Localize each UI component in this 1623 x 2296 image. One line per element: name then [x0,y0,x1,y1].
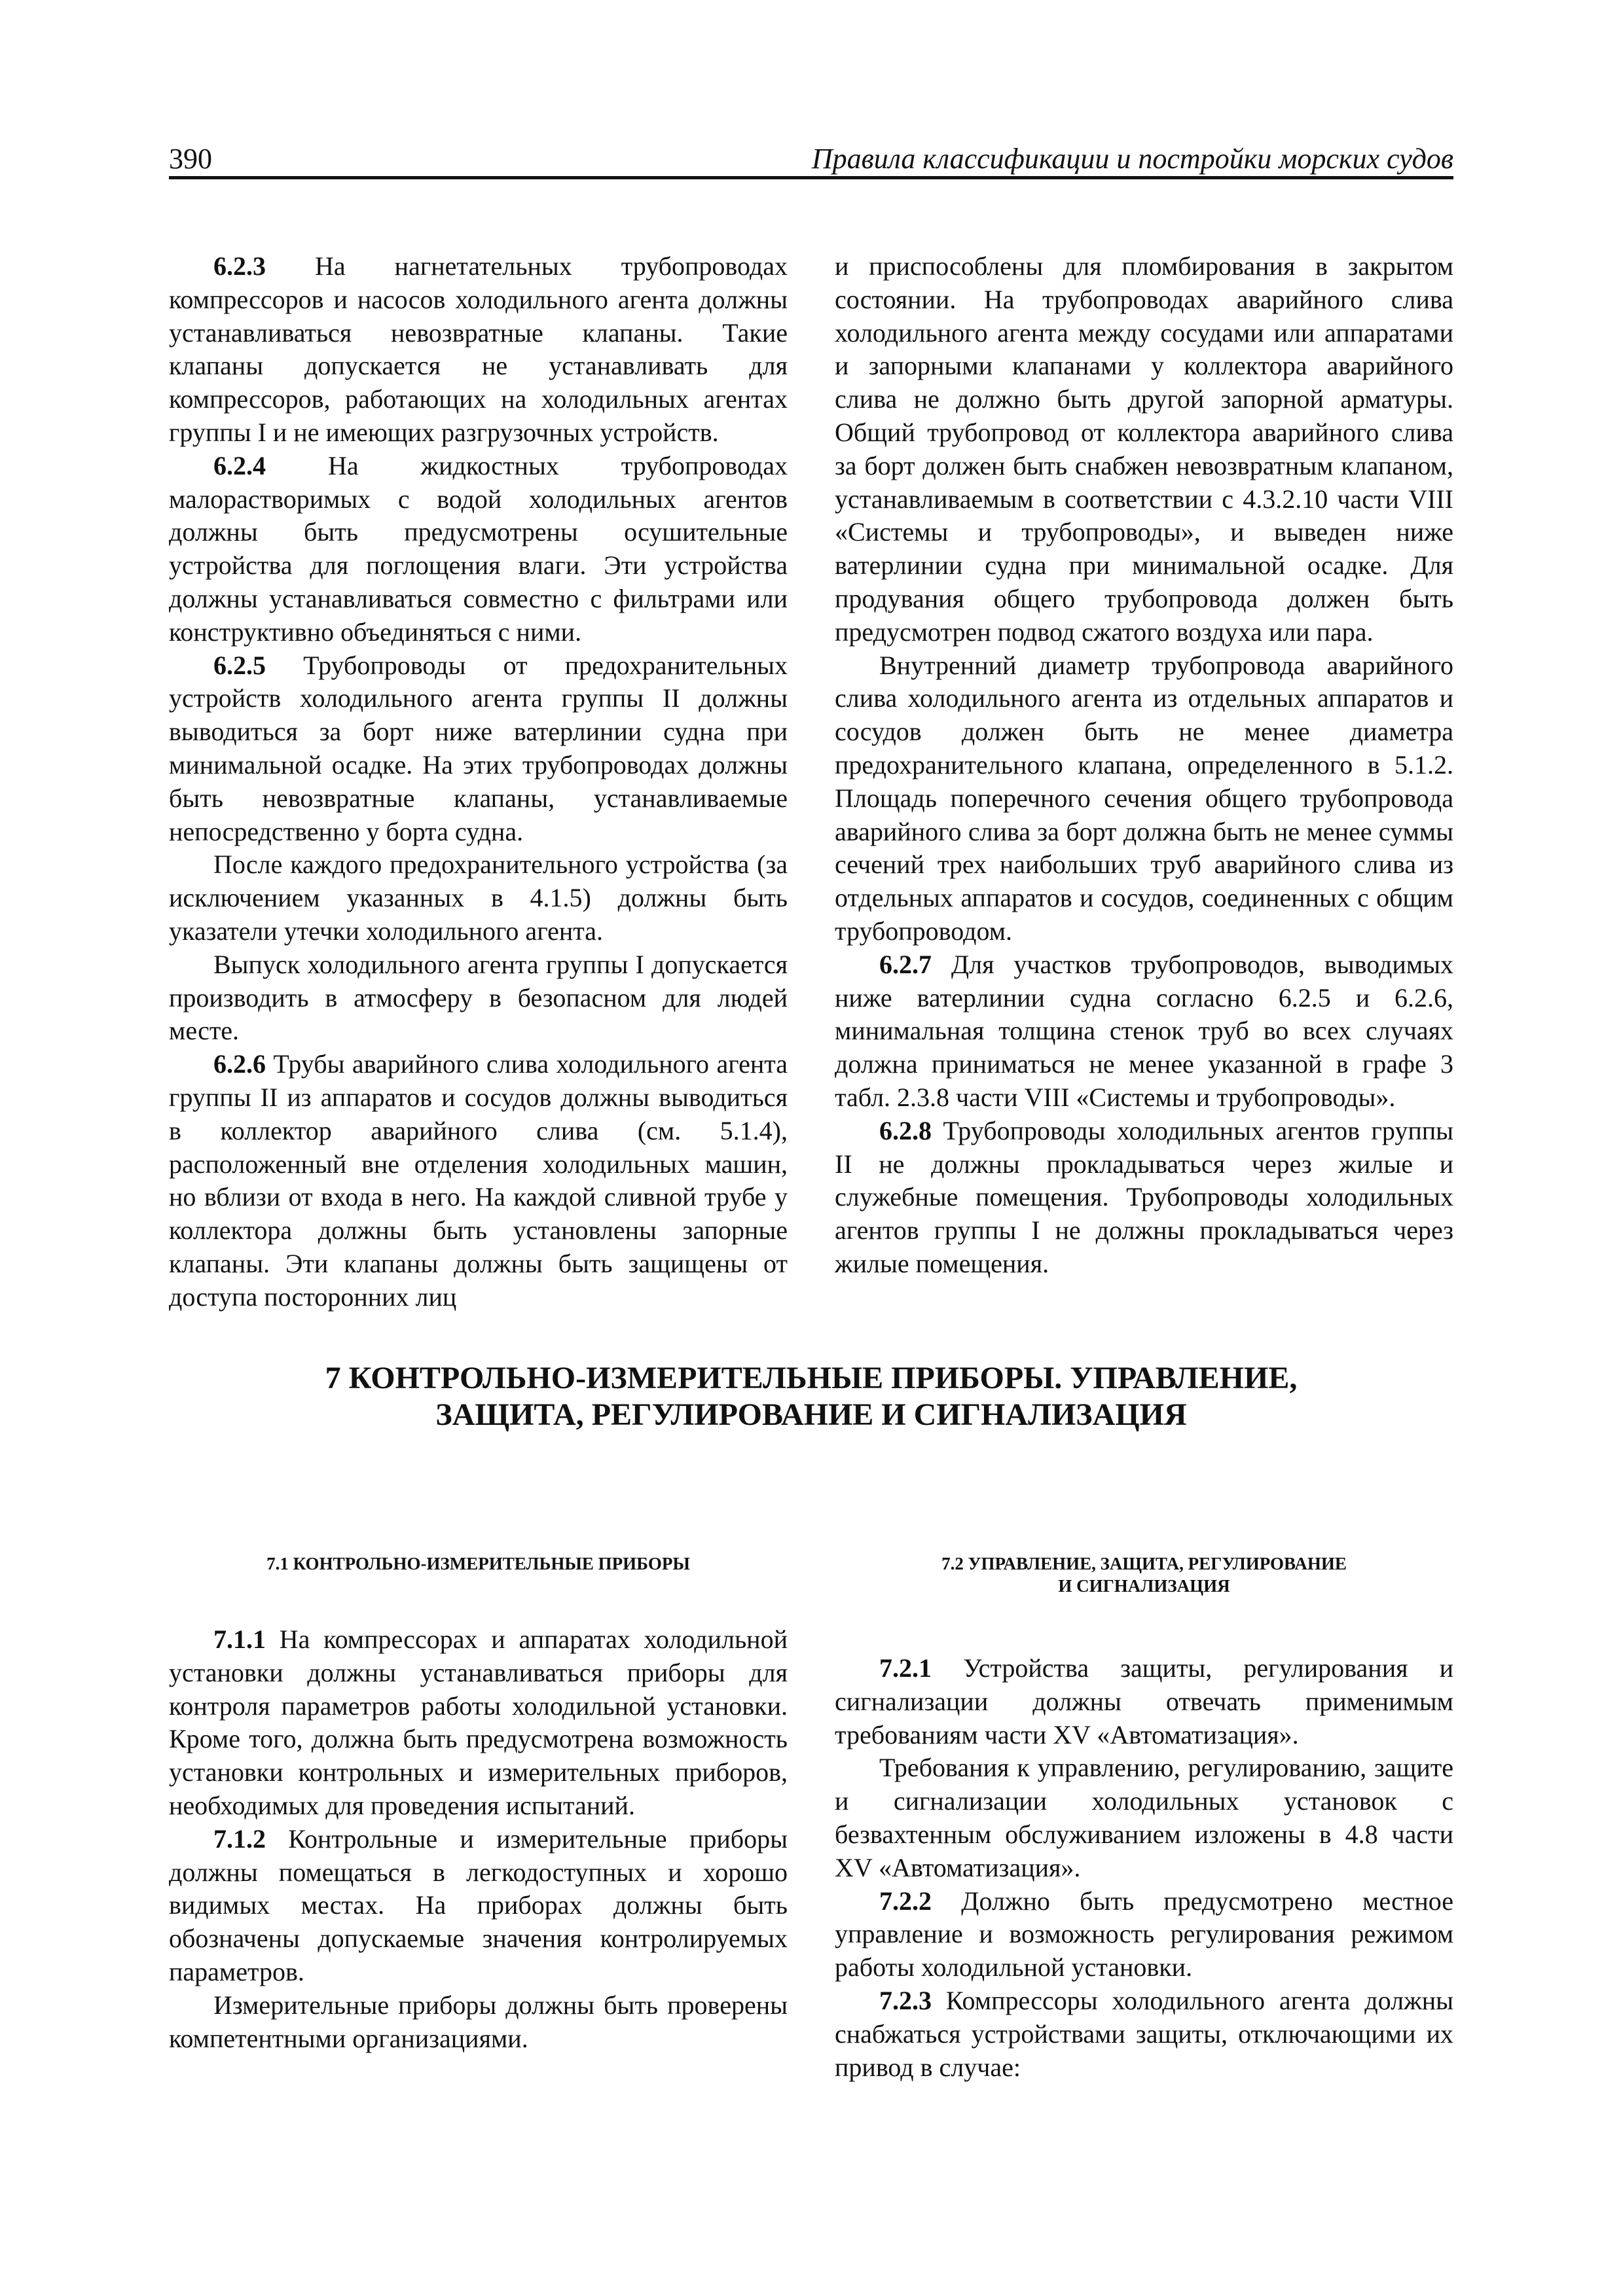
paragraph [835,250,1453,649]
bottom-left-column [169,1623,788,2055]
top-left-column [169,250,788,1314]
paragraph-text: Требования к управлению, регулированию, защите и сигнализации холодильных установок с безвахтенным обслуживанием изложены в 4.8 части XV «Автоматизация». [835,1753,1453,1882]
paragraph-text: На нагнетательных трубопроводах компрессоров и насосов холодильного агента должны устанавливаться невозвратные клапаны. Такие клапаны допускается не устанавливать для компрессоров, работающих на холодильных агентах группы I и не имеющих разгрузочных устройств. [169,251,788,447]
paragraph [835,1984,1453,2084]
section-heading-text: И СИГНАЛИЗАЦИЯ [1058,1576,1230,1596]
clause-number: 7.2.3 [879,1985,932,2015]
paragraph-text: и приспособлены для пломбирования в закрытом состоянии. На трубопроводах аварийного слива холодильного агента между сосудами или аппаратами и запорными клапанами у коллектора аварийного слива не должно быть другой запорной арматуры. Общий трубопровод от коллектора аварийного слива за борт должен быть снабжен невозвратным клапаном, устанавливаемым в соответствии с 4.3.2.10 части VIII «Системы и трубопроводы», и выведен ниже ватерлинии судна при минимальной осадке. Для продувания общего трубопровода должен быть предусмотрен подвод сжатого воздуха или пара. [835,251,1453,647]
paragraph-text: Измерительные приборы должны быть проверены компетентными организациями. [169,1990,788,2053]
paragraph [169,948,788,1048]
paragraph [835,1751,1453,1884]
clause-number: 6.2.3 [213,251,266,281]
paragraph-text: Должно быть предусмотрено местное управление и возможность регулирования режимом работы холодильной установки. [835,1886,1453,1982]
paragraph-text: Трубопроводы от предохранительных устройств холодильного агента группы II должны выводиться за борт ниже ватерлинии судна при минимальной осадке. На этих трубопроводах должны быть невозвратные клапаны, устанавливаемые непосредственно у борта судна. [169,650,788,846]
clause-number: 6.2.7 [879,949,932,979]
paragraph-text: После каждого предохранительного устройства (за исключением указанных в 4.1.5) должны быть указатели утечки холодильного агента. [169,850,788,946]
chapter-title [169,1360,1453,1433]
page-number: 390 [169,143,212,175]
paragraph [835,1885,1453,1984]
paragraph [169,250,788,450]
clause-number: 7.1.2 [213,1823,266,1854]
page-header [169,143,1453,179]
paragraph-text: Устройства защиты, регулирования и сигнализации должны отвечать применимым требованиям части XV «Автоматизация». [835,1653,1453,1749]
paragraph-text: На жидкостных трубопроводах малорастворимых с водой холодильных агентов должны быть предусмотрены осушительные устройства для поглощения влаги. Эти устройства должны устанавливаться совместно с фильтрами или конструктивно объединяться с ними. [169,450,788,647]
paragraph [835,1115,1453,1281]
clause-number: 6.2.8 [879,1115,932,1145]
section-7-2-heading [835,1552,1453,1597]
section-7-1-heading [169,1552,788,1575]
clause-number: 6.2.4 [213,450,266,480]
paragraph-text: Трубопроводы холодильных агентов группы II не должны прокладываться через жилые и служебные помещения. Трубопроводы холодильных агентов группы I не должны прокладываться через жилые помещения. [835,1115,1453,1278]
paragraph [169,848,788,948]
clause-number: 7.2.2 [879,1886,932,1916]
clause-number: 7.2.1 [879,1653,932,1683]
paragraph-text: На компрессорах и аппаратах холодильной установки должны устанавливаться приборы для контроля параметров работы холодильной установки. Кроме того, должна быть предусмотрена возможность установки контрольных и измерительных приборов, необходимых для проведения испытаний. [169,1624,788,1820]
bottom-right-column [835,1652,1453,2084]
clause-number: 6.2.6 [213,1049,266,1079]
running-title: Правила классификации и постройки морских судов [811,143,1453,175]
paragraph-text: Внутренний диаметр трубопровода аварийного слива холодильного агента из отдельных аппаратов и сосудов должен быть не менее диаметра предохранительного клапана, определенного в 5.1.2. Площадь поперечного сечения общего трубопровода аварийного слива за борт должна быть не менее суммы сечений трех наибольших труб аварийного слива из отдельных аппаратов и сосудов, соединенных с общим трубопроводом. [835,650,1453,946]
paragraph [169,1823,788,1989]
paragraph [169,1048,788,1314]
section-heading-text: 7.1 КОНТРОЛЬНО-ИЗМЕРИТЕЛЬНЫЕ ПРИБОРЫ [266,1554,690,1573]
chapter-title-line: 7 КОНТРОЛЬНО-ИЗМЕРИТЕЛЬНЫЕ ПРИБОРЫ. УПРАВЛЕНИЕ, [325,1361,1298,1395]
paragraph-text: Трубы аварийного слива холодильного агента группы II из аппаратов и сосудов должны выводиться в коллектор аварийного слива (см. 5.1.4), расположенный вне отделения холодильных машин, но вблизи от входа в него. На каждой сливной трубе у коллектора должны быть установлены запорные клапаны. Эти клапаны должны быть защищены от доступа посторонних лиц [169,1049,788,1312]
paragraph-text: Выпуск холодильного агента группы I допускается производить в атмосферу в безопасном для людей месте. [169,949,788,1046]
paragraph [169,450,788,649]
paragraph [169,1623,788,1823]
paragraph [169,649,788,849]
paragraph [835,649,1453,948]
chapter-title-line: ЗАЩИТА, РЕГУЛИРОВАНИЕ И СИГНАЛИЗАЦИЯ [435,1397,1187,1432]
section-heading-text: 7.2 УПРАВЛЕНИЕ, ЗАЩИТА, РЕГУЛИРОВАНИЕ [941,1554,1347,1573]
top-right-column [835,250,1453,1281]
clause-number: 7.1.1 [213,1624,266,1654]
paragraph-text: Контрольные и измерительные приборы должны помещаться в легкодоступных и хорошо видимых местах. На приборах должны быть обозначены допускаемые значения контролируемых параметров. [169,1823,788,1986]
clause-number: 6.2.5 [213,650,266,680]
paragraph [835,1652,1453,1751]
paragraph [835,948,1453,1115]
paragraph-text: Компрессоры холодильного агента должны снабжаться устройствами защиты, отключающими их привод в случае: [835,1985,1453,2082]
paragraph [169,1989,788,2056]
paragraph-text: Для участков трубопроводов, выводимых ниже ватерлинии судна согласно 6.2.5 и 6.2.6, минимальная толщина стенок труб во всех случаях должна приниматься не менее указанной в графе 3 табл. 2.3.8 части VIII «Системы и трубопроводы». [835,949,1453,1112]
